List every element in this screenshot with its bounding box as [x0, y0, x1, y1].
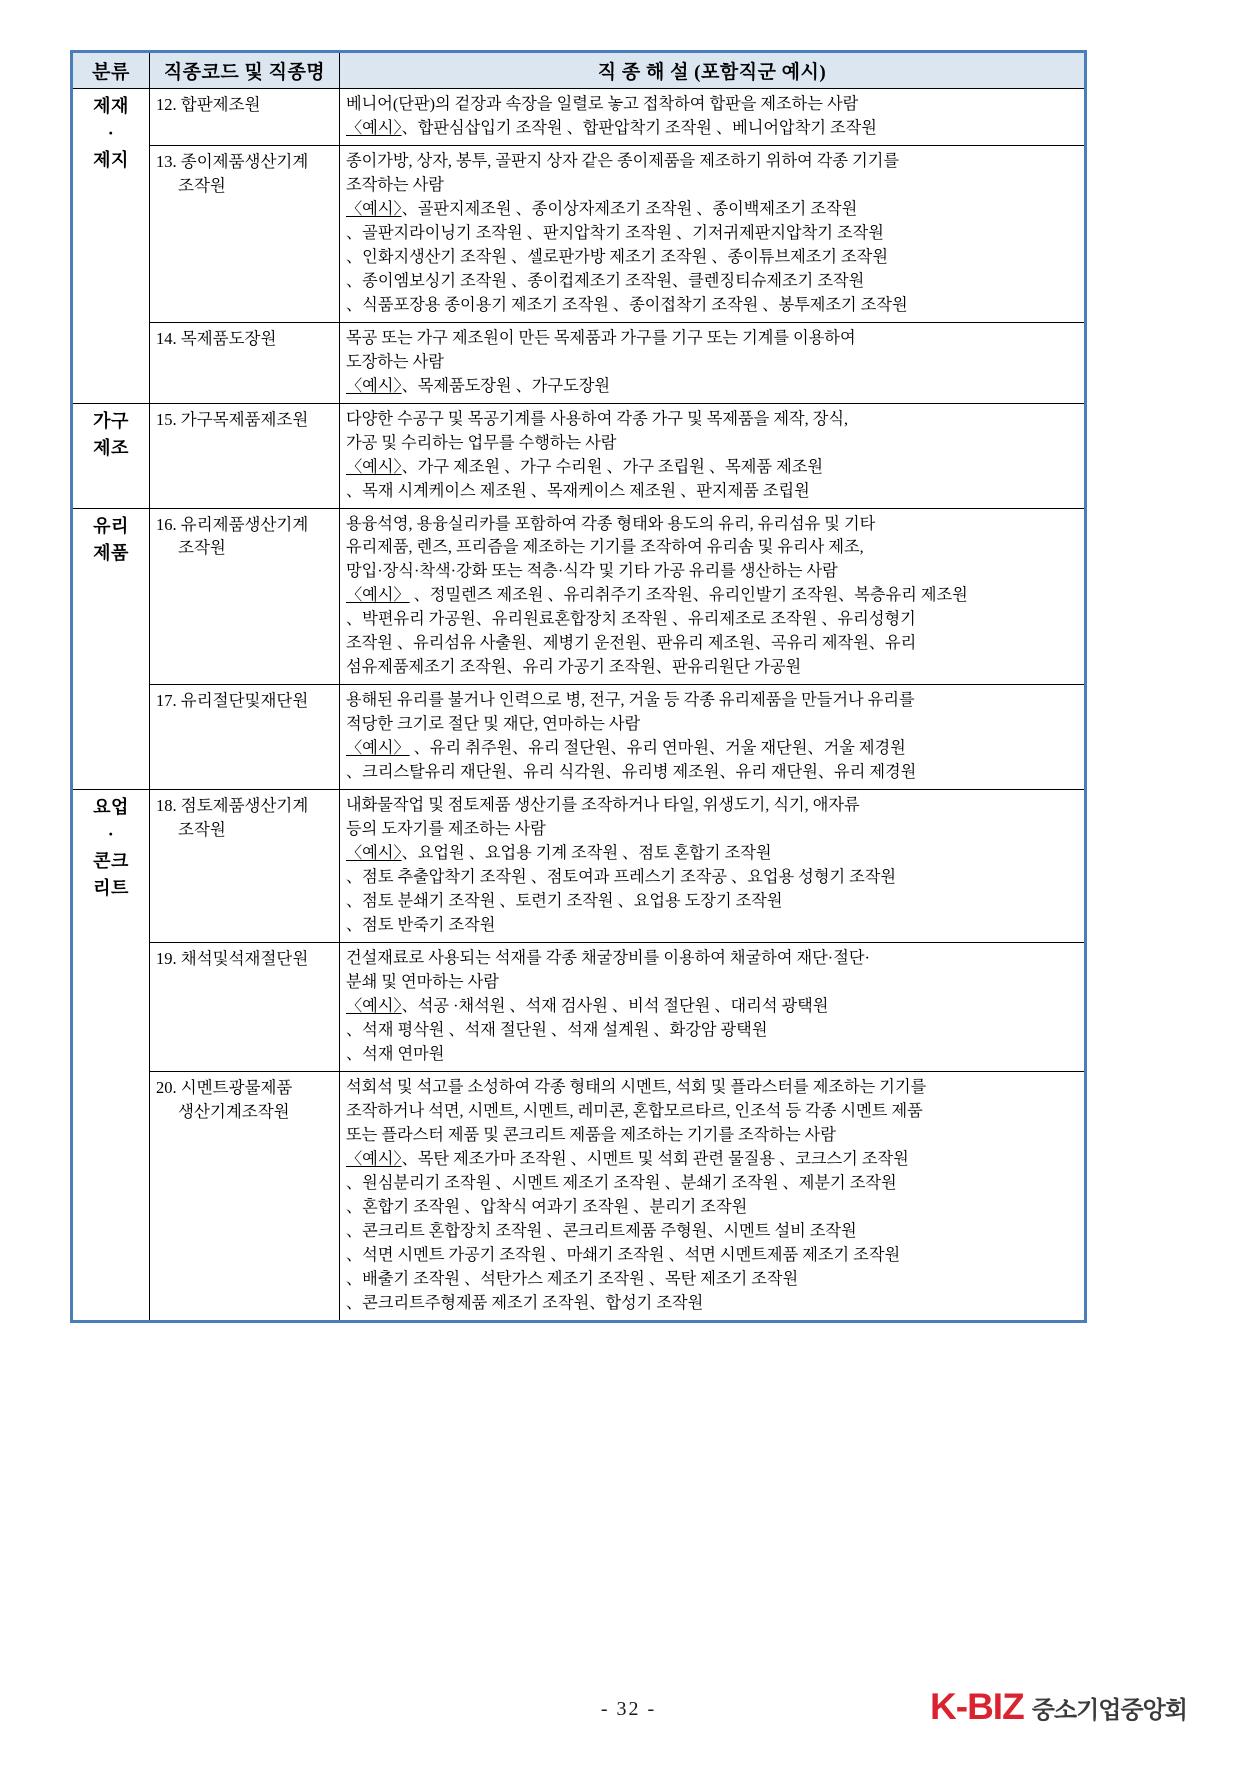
example-label: 〈예시〉: [346, 739, 410, 758]
example-label: 〈예시〉: [346, 199, 402, 218]
job-name-line: 16. 유리제품생산기계: [156, 514, 309, 534]
job-code-name-cell: [150, 1071, 340, 1321]
description-line: 、인화지생산기 조작원 、셀로판가방 제조기 조작원 、종이튜브제조기 조작원: [346, 247, 888, 266]
column-header-category: 분류: [72, 52, 150, 89]
example-label: 〈예시〉: [346, 996, 402, 1015]
description-example-line: 〈예시〉、합판심삽입기 조작원 、합판압착기 조작원 、베니어압착기 조작원: [346, 118, 877, 137]
description-line: 、점토 반죽기 조작원: [346, 916, 496, 934]
category-line: 제조: [93, 437, 129, 458]
description-line: 、식품포장용 종이용기 제조기 조작원 、종이접착기 조작원 、봉투제조기 조작원: [346, 295, 908, 314]
category-line: 유리: [93, 515, 129, 536]
table-row: [72, 89, 1086, 146]
description-line: 석회석 및 석고를 소성하여 각종 형태의 시멘트, 석회 및 플라스터를 제조하는 기기를: [346, 1077, 927, 1096]
table-row: [72, 145, 1086, 322]
category-cell: [72, 403, 150, 508]
description-line: 베니어(단판)의 겉장과 속장을 일렬로 놓고 접착하여 합판을 제조하는 사람: [346, 95, 859, 113]
table-row: [72, 322, 1086, 403]
description-line: 、종이엠보싱기 조작원 、종이컵제조기 조작원、클렌징티슈제조기 조작원: [346, 271, 865, 290]
job-code-name-cell: [150, 145, 340, 322]
category-line: ·: [107, 123, 115, 143]
job-code-name-cell: [150, 790, 340, 943]
job-name-line: 생산기계조작원: [178, 1101, 290, 1121]
category-cell: [72, 508, 150, 790]
description-example-line: 〈예시〉、요업원 、요업용 기계 조작원 、점토 혼합기 조작원: [346, 844, 772, 863]
description-example-line: 〈예시〉 、정밀렌즈 제조원 、유리취주기 조작원、유리인발기 조작원、복층유리 제조원: [346, 586, 968, 605]
description-line: 조작원 、유리섬유 사출원、제병기 운전원、판유리 제조원、곡유리 제작원、유리: [346, 634, 917, 653]
description-line: 등의 도자기를 제조하는 사람: [346, 820, 546, 839]
description-line: 용해된 유리를 불거나 인력으로 병, 전구, 거울 등 각종 유리제품을 만들거나 유리를: [346, 691, 915, 710]
category-cell: [72, 790, 150, 1321]
description-example-line: 〈예시〉 、유리 취주원、유리 절단원、유리 연마원、거울 재단원、거울 제경원: [346, 739, 906, 758]
description-line: 내화물작업 및 점토제품 생산기를 조작하거나 타일, 위생도기, 식기, 애자류: [346, 796, 860, 815]
description-example-line: 〈예시〉、목제품도장원 、가구도장원: [346, 376, 610, 395]
job-name-line: 15. 가구목제품제조원: [156, 409, 309, 429]
page-number: - 32 -: [600, 1698, 657, 1720]
description-line: 、원심분리기 조작원 、시멘트 제조기 조작원 、분쇄기 조작원 、제분기 조작원: [346, 1173, 897, 1192]
description-line: 、크리스탈유리 재단원、유리 식각원、유리병 제조원、유리 재단원、유리 제경원: [346, 763, 917, 782]
description-line: 、혼합기 조작원 、압착식 여과기 조작원 、분리기 조작원: [346, 1197, 748, 1216]
job-name-line: 13. 종이제품생산기계: [156, 151, 309, 171]
description-example-line: 〈예시〉、석공 ·채석원 、석재 검사원 、비석 절단원 、대리석 광택원: [346, 996, 829, 1015]
job-name-line: 20. 시멘트광물제품: [156, 1077, 293, 1097]
description-cell: [340, 790, 1086, 943]
job-code-name-cell: [150, 685, 340, 790]
table-row: [72, 685, 1086, 790]
job-name-line: 19. 채석및석재절단원: [156, 948, 309, 968]
description-cell: [340, 685, 1086, 790]
job-code-name-cell: [150, 322, 340, 403]
job-name-line: 조작원: [178, 538, 226, 558]
kbiz-organization-name: 중소기업중앙회: [1031, 1696, 1187, 1724]
description-line: 적당한 크기로 절단 및 재단, 연마하는 사람: [346, 715, 641, 734]
description-line: 종이가방, 상자, 봉투, 골판지 상자 같은 종이제품을 제조하기 위하여 각종 기기를: [346, 151, 899, 170]
example-label: 〈예시〉: [346, 586, 410, 605]
example-label: 〈예시〉: [346, 457, 402, 476]
description-line: 、목재 시계케이스 제조원 、목재케이스 제조원 、판지제품 조립원: [346, 481, 810, 500]
table-row: [72, 403, 1086, 508]
description-line: 용융석영, 용융실리카를 포함하여 각종 형태와 용도의 유리, 유리섬유 및 기타: [346, 514, 876, 533]
description-line: 또는 플라스터 제품 및 콘크리트 제품을 제조하는 기기를 조작하는 사람: [346, 1125, 836, 1144]
category-line: ·: [107, 824, 115, 845]
category-line: 제재: [93, 96, 129, 116]
job-name-line: 조작원: [178, 175, 226, 195]
kbiz-logo: [930, 1686, 1187, 1728]
description-line: 、석재 연마원: [346, 1044, 445, 1063]
table-body: [72, 89, 1086, 1322]
description-line: 、석면 시멘트 가공기 조작원 、마쇄기 조작원 、석면 시멘트제품 제조기 조작원: [346, 1245, 901, 1264]
job-code-name-cell: [150, 89, 340, 146]
description-example-line: 〈예시〉、골판지제조원 、종이상자제조기 조작원 、종이백제조기 조작원: [346, 199, 858, 218]
category-line: 콘크: [93, 851, 129, 872]
description-cell: [340, 89, 1086, 146]
description-line: 가공 및 수리하는 업무를 수행하는 사람: [346, 433, 617, 452]
description-cell: [340, 145, 1086, 322]
description-line: 、박편유리 가공원、유리원료혼합장치 조작원 、유리제조로 조작원 、유리성형기: [346, 610, 916, 629]
description-line: 다양한 수공구 및 목공기계를 사용하여 각종 가구 및 목제품을 제작, 장식,: [346, 409, 849, 428]
description-line: 조작하거나 석면, 시멘트, 시멘트, 레미콘, 혼합모르타르, 인조석 등 각종 시멘트 제품: [346, 1101, 923, 1120]
description-example-line: 〈예시〉、목탄 제조가마 조작원 、시멘트 및 석회 관련 물질용 、코크스기 조작원: [346, 1149, 909, 1168]
category-line: 제지: [93, 150, 129, 170]
job-name-line: 18. 점토제품생산기계: [156, 796, 309, 816]
description-line: 、콘크리트주형제품 제조기 조작원、합성기 조작원: [346, 1293, 704, 1312]
example-label: 〈예시〉: [346, 1149, 402, 1168]
description-line: 도장하는 사람: [346, 352, 444, 371]
table-row: [72, 1071, 1086, 1321]
page-footer: [0, 1680, 1257, 1750]
table-row: [72, 790, 1086, 943]
description-cell: [340, 508, 1086, 685]
description-line: 섬유제품제조기 조작원、유리 가공기 조작원、판유리원단 가공원: [346, 658, 802, 677]
example-label: 〈예시〉: [346, 844, 402, 863]
table-header-row: [72, 52, 1086, 89]
table-row: [72, 942, 1086, 1071]
category-line: 제품: [93, 542, 129, 563]
description-line: 、점토 추출압착기 조작원 、점토여과 프레스기 조작공 、요업용 성형기 조작원: [346, 868, 897, 887]
description-cell: [340, 322, 1086, 403]
column-header-description: 직 종 해 설 (포함직군 예시): [340, 52, 1086, 89]
description-example-line: 〈예시〉、가구 제조원 、가구 수리원 、가구 조립원 、목제품 제조원: [346, 457, 824, 476]
description-cell: [340, 1071, 1086, 1321]
example-label: 〈예시〉: [346, 376, 402, 395]
column-header-job-code-name: 직종코드 및 직종명: [150, 52, 340, 89]
description-line: 망입·장식·착색·강화 또는 적층·식각 및 기타 가공 유리를 생산하는 사람: [346, 562, 838, 581]
description-line: 、콘크리트 혼합장치 조작원 、콘크리트제품 주형원、시멘트 설비 조작원: [346, 1221, 857, 1240]
category-cell: [72, 89, 150, 404]
job-code-name-cell: [150, 508, 340, 685]
kbiz-wordmark: K-BIZ: [930, 1686, 1024, 1727]
example-label: 〈예시〉: [346, 118, 402, 137]
job-name-line: 17. 유리절단및재단원: [156, 691, 309, 711]
description-line: 、골판지라이닝기 조작원 、판지압착기 조작원 、기저귀제판지압착기 조작원: [346, 223, 884, 242]
description-line: 、석재 평삭원 、석재 절단원 、석재 설계원 、화강암 광택원: [346, 1020, 768, 1039]
job-code-name-cell: [150, 403, 340, 508]
table-header: [72, 52, 1086, 89]
category-line: 리트: [93, 878, 129, 899]
description-line: 조작하는 사람: [346, 175, 444, 194]
job-name-line: 12. 합판제조원: [156, 95, 261, 114]
description-line: 분쇄 및 연마하는 사람: [346, 972, 499, 991]
job-name-line: 14. 목제품도장원: [156, 328, 277, 348]
job-name-line: 조작원: [178, 820, 226, 840]
description-line: 、배출기 조작원 、석탄가스 제조기 조작원 、목탄 제조기 조작원: [346, 1269, 799, 1288]
category-line: 가구: [93, 410, 129, 431]
description-line: 、점토 분쇄기 조작원 、토련기 조작원 、요업용 도장기 조작원: [346, 892, 783, 911]
description-line: 유리제품, 렌즈, 프리즘을 제조하는 기기를 조작하여 유리솜 및 유리사 제조,: [346, 538, 864, 557]
description-cell: [340, 403, 1086, 508]
description-line: 건설재료로 사용되는 석재를 각종 채굴장비를 이용하여 채굴하여 재단·절단·: [346, 948, 870, 967]
occupation-classification-table: [70, 50, 1087, 1323]
table-row: [72, 508, 1086, 685]
category-line: 요업: [93, 797, 129, 818]
job-code-name-cell: [150, 942, 340, 1071]
description-line: 목공 또는 가구 제조원이 만든 목제품과 가구를 기구 또는 기계를 이용하여: [346, 328, 856, 347]
description-cell: [340, 942, 1086, 1071]
